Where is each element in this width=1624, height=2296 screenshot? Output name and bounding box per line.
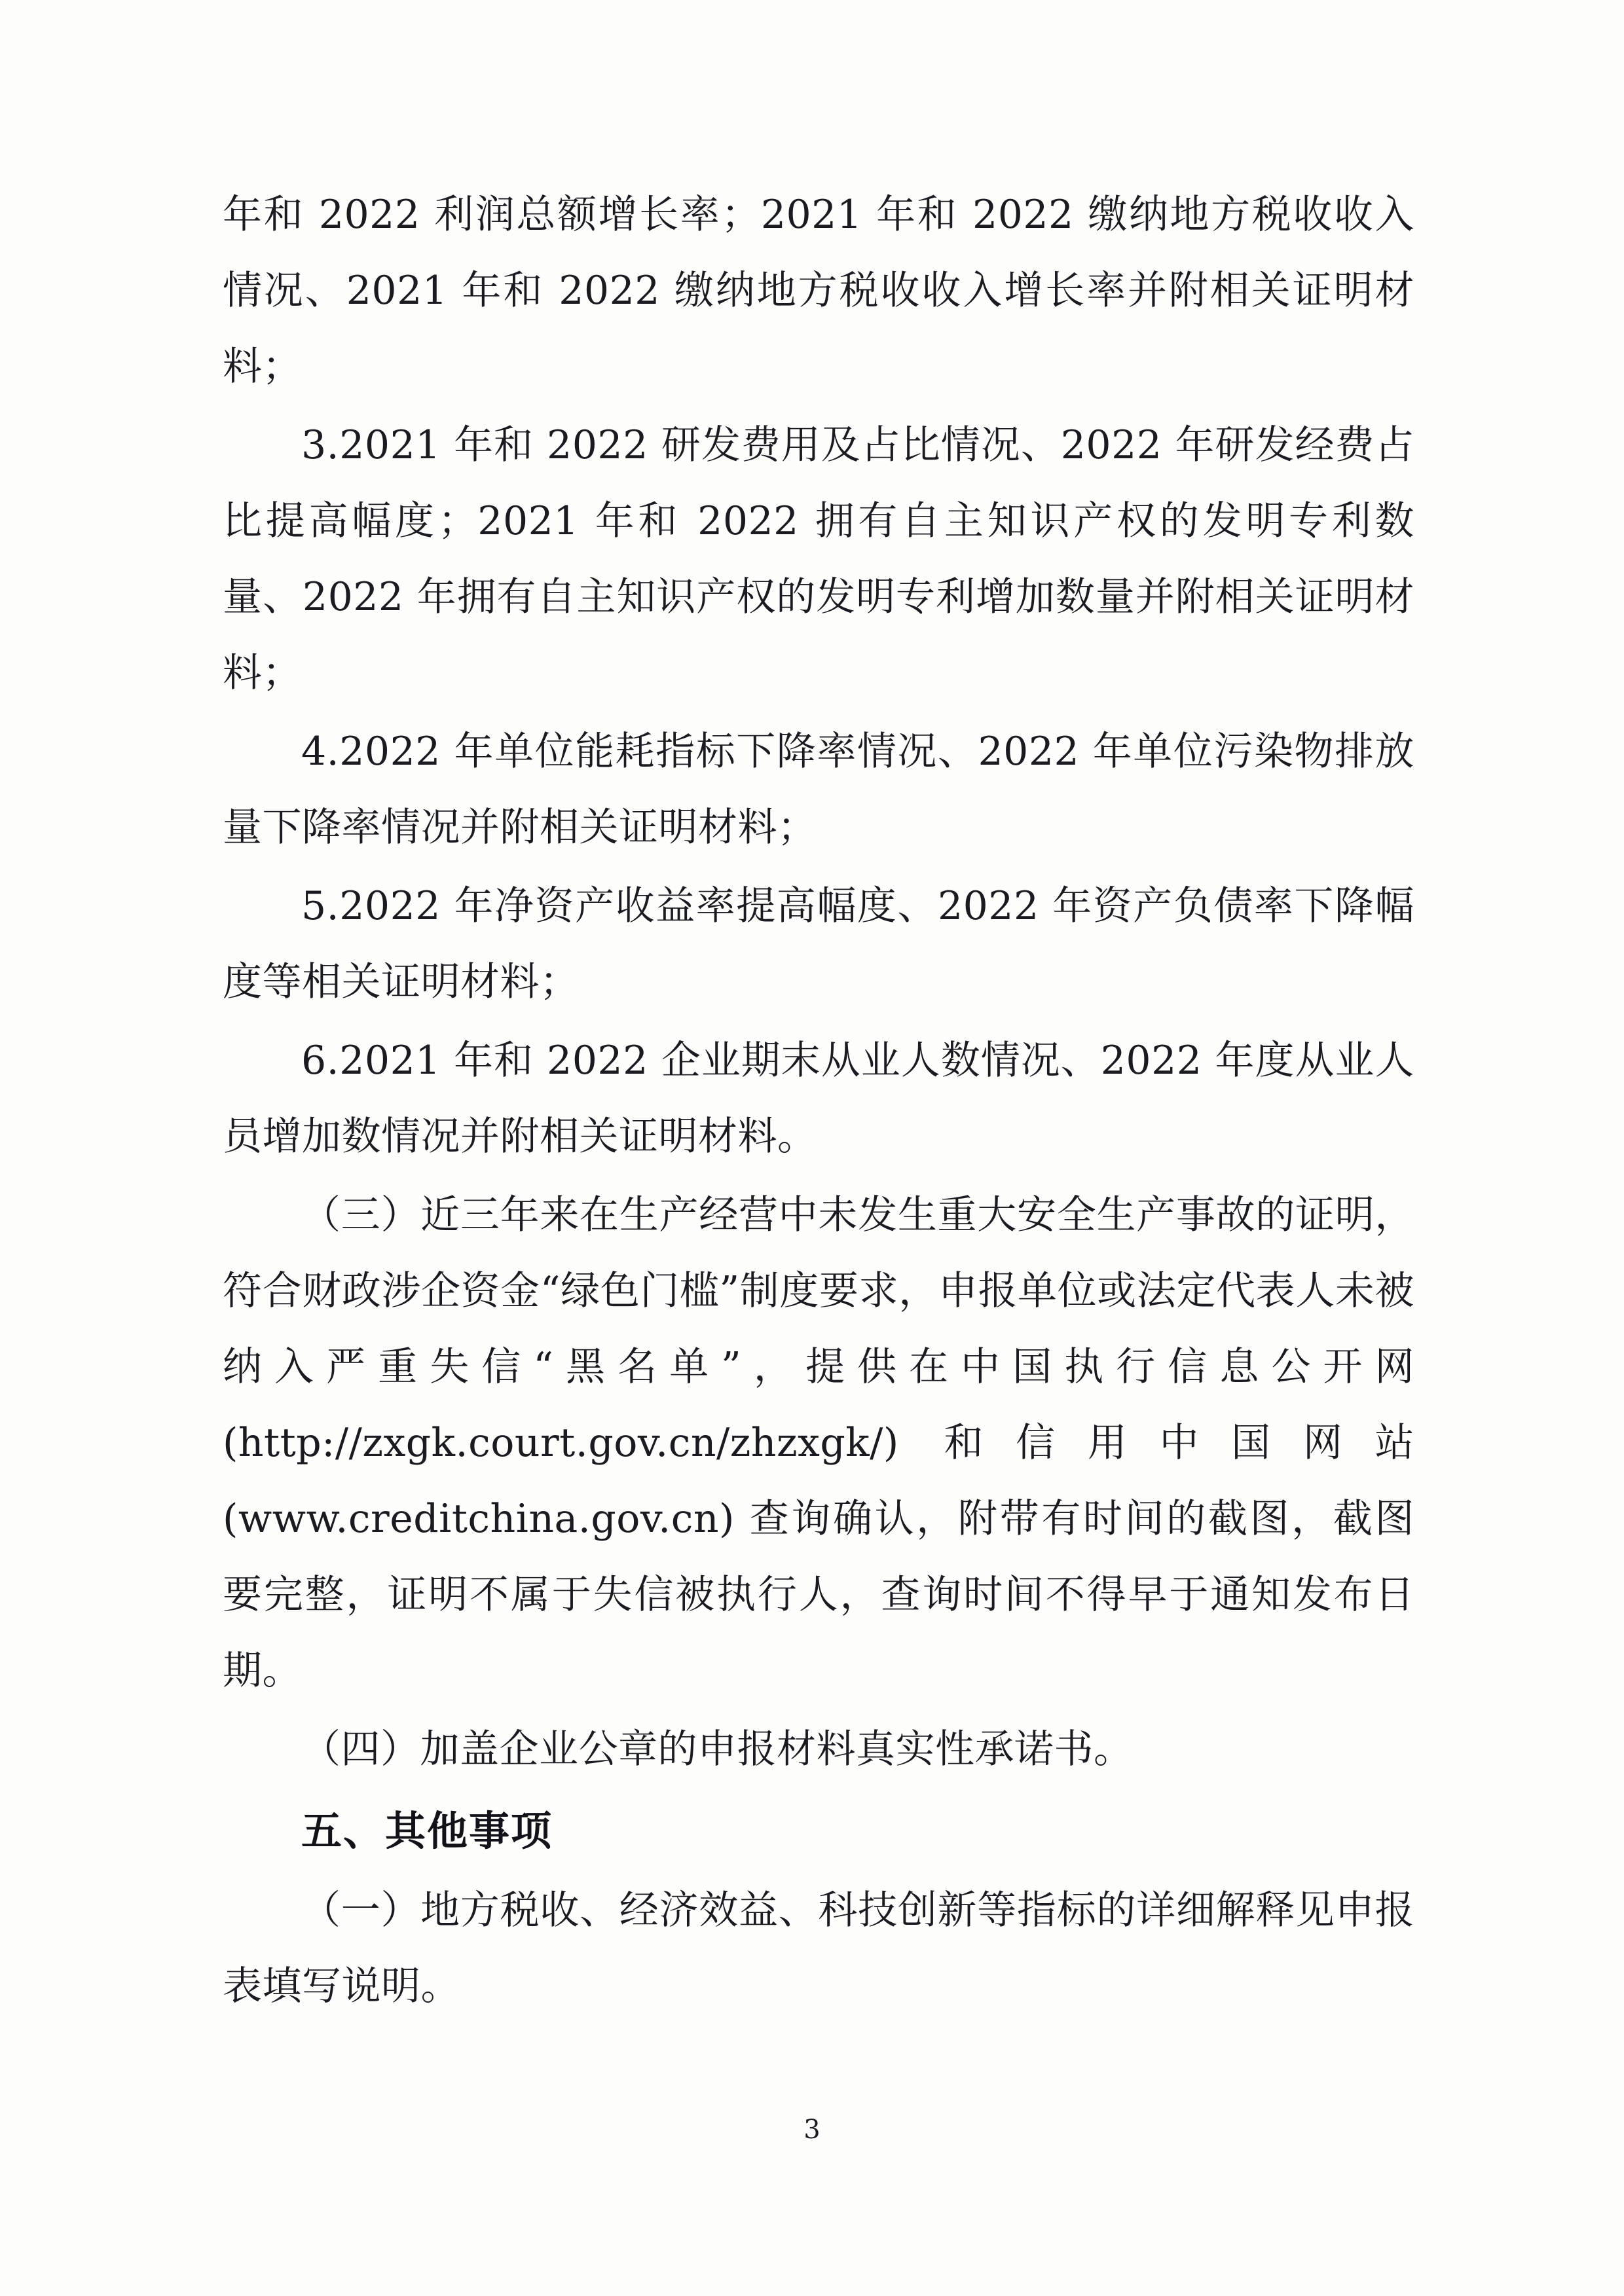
paragraph-item-6: 6.2021 年和 2022 企业期末从业人数情况、2022 年度从业人员增加数情况并附相关证明材料。 <box>223 1038 1414 1159</box>
paragraph-item-4: 4.2022 年单位能耗指标下降率情况、2022 年单位污染物排放量下降率情况并附相关证明材料； <box>223 729 1414 850</box>
paragraph-continued: 年和 2022 利润总额增长率；2021 年和 2022 缴纳地方税收收入情况、2021 年和 2022 缴纳地方税收收入增长率并附相关证明材料； <box>223 192 1414 390</box>
paragraph-other-one: （一）地方税收、经济效益、科技创新等指标的详细解释见申报表填写说明。 <box>223 1887 1414 2009</box>
document-body <box>223 177 1414 2027</box>
paragraph-item-four: （四）加盖企业公章的申报材料真实性承诺书。 <box>301 1726 1134 1772</box>
paragraph-item-5: 5.2022 年净资产收益率提高幅度、2022 年资产负债率下降幅度等相关证明材料； <box>223 883 1414 1005</box>
section-heading-other-matters: 五、其他事项 <box>301 1807 553 1855</box>
page-number: 3 <box>803 2115 821 2145</box>
paragraph-item-3: 3.2021 年和 2022 研发费用及占比情况、2022 年研发经费占比提高幅度；2021 年和 2022 拥有自主知识产权的发明专利数量、2022 年拥有自主知识产权的发明专利增加数量并附相关证明材料； <box>223 422 1414 696</box>
paragraph-item-three: （三）近三年来在生产经营中未发生重大安全生产事故的证明，符合财政涉企资金“绿色门槛”制度要求，申报单位或法定代表人未被纳入严重失信“黑名单”，提供在中国执行信息公开网 (http://zxgk.court.gov.cn/zhzxgk/) 和信用中国网站 (www.creditchina.gov.cn) 查询确认，附带有时间的截图，截图要完整，证明不属于失信被执行人，查询时间不得早于通知发布日期。 <box>223 1192 1414 1694</box>
